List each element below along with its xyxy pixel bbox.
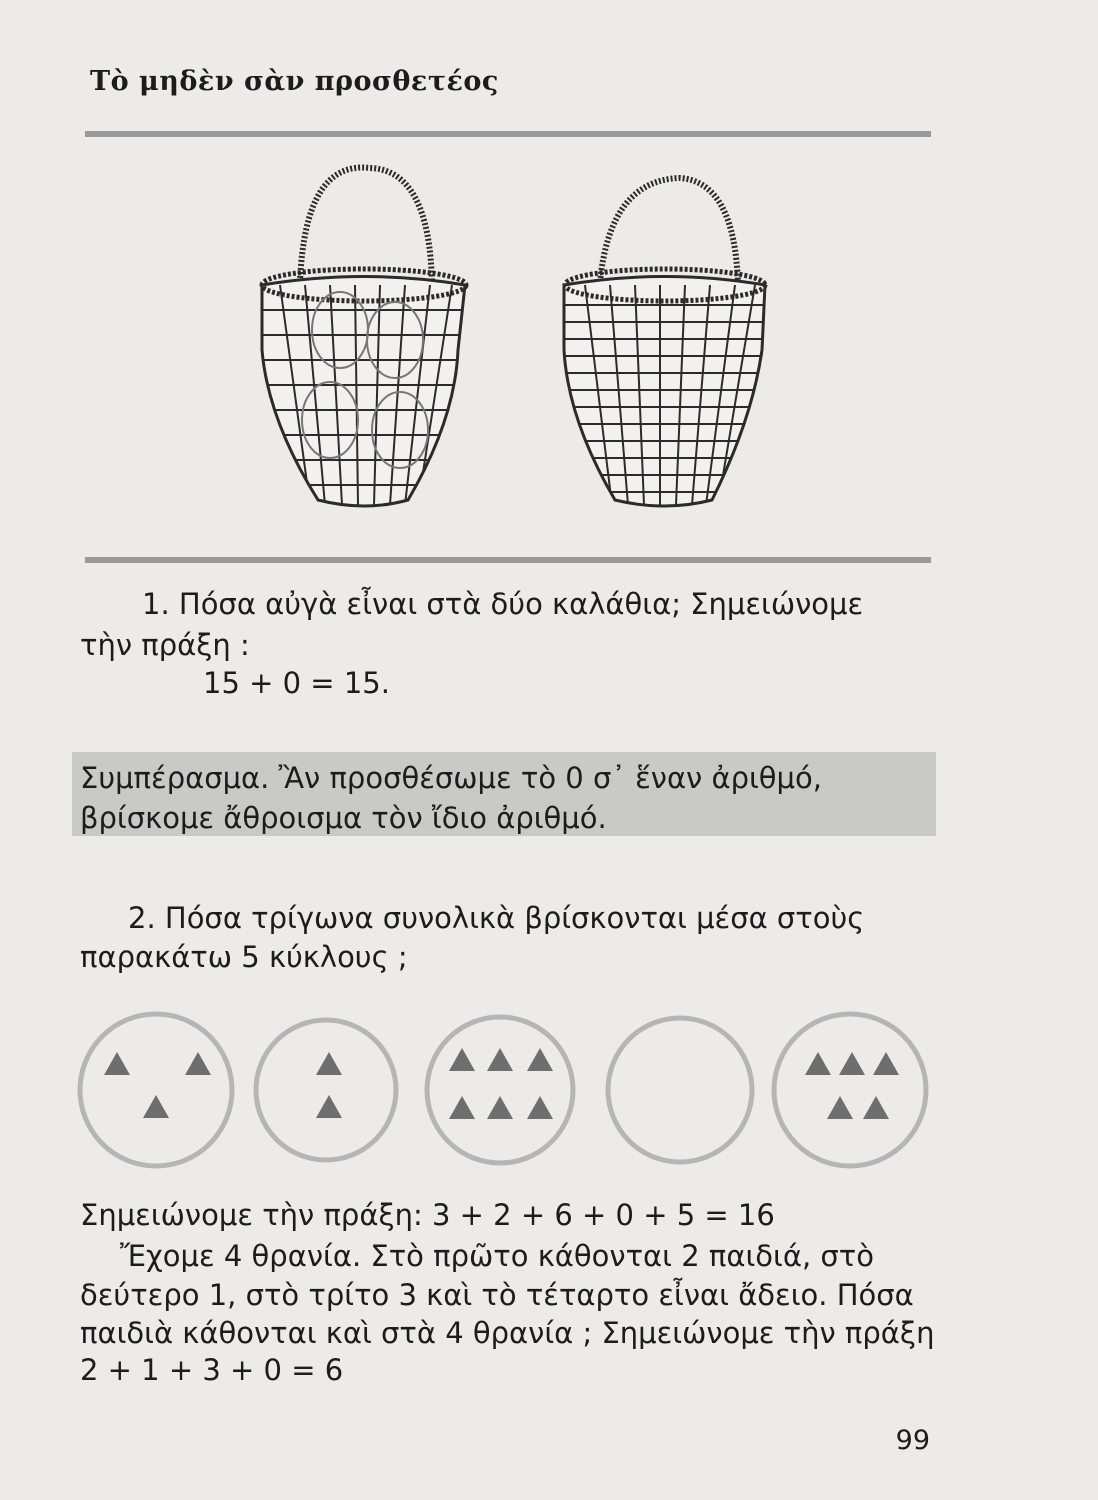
exercise3-line1: Ἔχομε 4 θρανία. Στὸ πρῶτο κάθονται 2 παιδιά, στὸ — [120, 1239, 874, 1273]
triangle-icon — [316, 1052, 342, 1075]
triangle-icon — [449, 1048, 475, 1071]
basket-icon — [560, 178, 770, 506]
middle-divider — [85, 557, 931, 563]
triangle-icon — [863, 1096, 889, 1119]
exercise3-line2: δεύτερο 1, στὸ τρίτο 3 καὶ τὸ τέταρτο εἶναι ἄδειο. Πόσα — [80, 1278, 914, 1312]
page-title: Τὸ μηδὲν σὰν προσθετέος — [90, 66, 499, 97]
triangle-icon — [143, 1095, 169, 1118]
triangle-icon — [527, 1096, 553, 1119]
exercise3-equation: 2 + 1 + 3 + 0 = 6 — [80, 1353, 344, 1387]
exercise1-line2: τὴν πράξη : — [80, 628, 250, 662]
triangle-icon — [827, 1096, 853, 1119]
triangle-icon — [104, 1052, 130, 1075]
triangle-icon — [487, 1048, 513, 1071]
circles-figure — [0, 1000, 1098, 1200]
circle-5 — [774, 1014, 926, 1166]
triangle-icon — [487, 1096, 513, 1119]
triangle-icon — [805, 1052, 831, 1075]
circle-1 — [80, 1014, 232, 1166]
triangle-icon — [316, 1095, 342, 1118]
exercise2-operation: Σημειώνομε τὴν πράξη: 3 + 2 + 6 + 0 + 5 = 16 — [80, 1198, 775, 1232]
exercise2-line1: 2. Πόσα τρίγωνα συνολικὰ βρίσκονται μέσα στοὺς — [128, 901, 865, 935]
circle-2 — [256, 1020, 396, 1160]
conclusion-line1: Συμπέρασμα. Ἂν προσθέσωμε τὸ 0 σ᾽ ἕναν ἀριθμό, — [80, 761, 822, 795]
basket-icon — [260, 168, 470, 506]
page-number: 99 — [895, 1425, 930, 1456]
conclusion-line2: βρίσκομε ἄθροισμα τὸν ἴδιο ἀριθμό. — [80, 801, 607, 835]
exercise1-equation: 15 + 0 = 15. — [203, 666, 390, 700]
exercise1-line1: 1. Πόσα αὐγὰ εἶναι στὰ δύο καλάθια; Σημειώνομε — [142, 587, 864, 621]
triangle-icon — [527, 1048, 553, 1071]
triangle-icon — [873, 1052, 899, 1075]
triangle-icon — [839, 1052, 865, 1075]
exercise3-line3: παιδιὰ κάθονται καὶ στὰ 4 θρανία ; Σημειώνομε τὴν πράξη — [80, 1316, 935, 1350]
exercise2-line2: παρακάτω 5 κύκλους ; — [80, 940, 408, 974]
circle-3 — [427, 1017, 573, 1163]
triangle-icon — [185, 1052, 211, 1075]
baskets-illustration — [0, 0, 1098, 560]
circle-4 — [608, 1018, 752, 1162]
triangle-icon — [449, 1096, 475, 1119]
